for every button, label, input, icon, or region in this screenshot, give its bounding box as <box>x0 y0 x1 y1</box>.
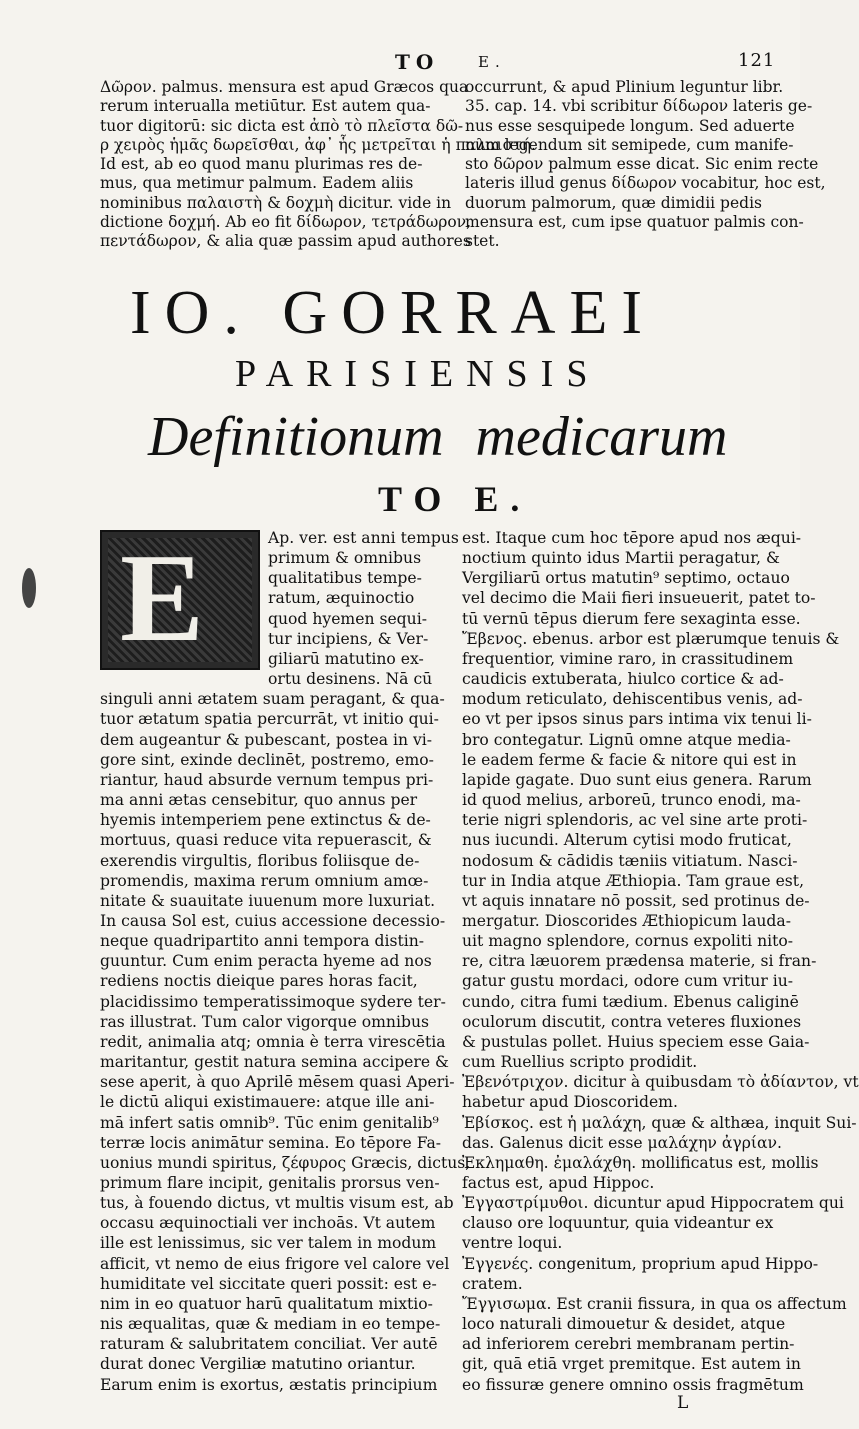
text-line: Ap. ver. est anni tempus <box>268 529 459 547</box>
text-line: mergatur. Dioscorides Æthiopicum lauda- <box>462 911 791 930</box>
text-line: primum flare incipit, genitalis prorsus ven- <box>100 1174 440 1192</box>
right-column <box>462 528 859 1395</box>
text-line: tuor digitorū: sic dicta est ἀπὸ τὸ πλεῖστα δῶ- <box>100 116 464 135</box>
text-line: clauso ore loquuntur, quia videantur ex <box>462 1214 774 1233</box>
title-author: IO. GORRAEI <box>130 279 656 347</box>
text-line: noctium quinto idus Martii peragatur, & <box>462 549 780 568</box>
initial-letter: E <box>120 529 205 668</box>
text-line: oculorum discutit, contra veteres fluxiones <box>462 1012 802 1031</box>
text-line: singuli anni ætatem suam peragant, & qua- <box>100 690 445 709</box>
text-line: lateris illud genus δίδωρον vocabitur, hoc est, <box>465 174 826 193</box>
text-line: ras illustrat. Tum calor vigorque omnibus <box>100 1012 429 1031</box>
text-line: das. Galenus dicit esse μαλάχην ἀγρίαν. <box>462 1133 782 1152</box>
text-line: terie nigri splendoris, ac vel sine arte proti- <box>462 811 808 830</box>
text-line: nim in eo quatuor harū qualitatum mixtio- <box>100 1294 433 1313</box>
text-line: dictione δοχμή. Ab eo fit δίδωρον, τετράδωρον, <box>100 213 472 232</box>
text-line: eo vt per ipsos sinus pars intima vix tenui li- <box>462 710 812 729</box>
text-line: dem augeantur & pubescant, postea in vi- <box>100 730 433 749</box>
text-line: primum & omnibus <box>268 549 422 568</box>
text-line: vel decimo die Maii fieri insueuerit, patet to- <box>462 589 816 608</box>
text-line: promendis, maxima rerum omnium amœ- <box>100 871 429 890</box>
text-line: gore sint, exinde declinēt, postremo, emo- <box>100 750 434 769</box>
text-line: mā infert satis omnib⁹. Tūc enim genitalib⁹ <box>100 1113 439 1132</box>
text-line: le dictū aliqui existimauere: atque ille ani- <box>100 1093 435 1112</box>
text-line: duorum palmorum, quæ dimidii pedis <box>465 193 762 212</box>
text-line: habetur apud Dioscoridem. <box>462 1093 678 1112</box>
ink-speck <box>22 568 36 608</box>
text-line: hyemis intemperiem pene extinctus & de- <box>100 811 431 830</box>
text-line: nus esse sesquipede longum. Sed aduerte <box>465 116 795 135</box>
text-line: Ἐβενότριχον. dicitur à quibusdam τὸ ἀδίαντον, vt <box>462 1073 859 1092</box>
text-line: nus iucundi. Alterum cytisi modo fruticat, <box>462 831 792 850</box>
text-line: riantur, haud absurde vernum tempus pri- <box>100 770 434 789</box>
text-line: tur incipiens, & Ver- <box>268 629 429 648</box>
text-line: tū vernū tēpus dierum fere sexaginta esse. <box>462 609 801 628</box>
text-line: ille est lenissimus, sic ver talem in modum <box>100 1234 437 1253</box>
text-line: Ἔγγισωμα. Est cranii fissura, in qua os affectum <box>462 1294 847 1313</box>
text-line: uit magno splendore, cornus expoliti nito- <box>462 932 794 951</box>
text-line: Earum enim is exortus, æstatis principium <box>100 1375 438 1394</box>
text-line: ρ χειρὸς ἡμᾶς δωρεῖσθαι, ἀφ᾽ ἧς μετρεῖται ἡ παλαιστή. <box>100 135 536 154</box>
text-line: qualitatibus tempe- <box>268 569 422 588</box>
running-head-left: TO <box>395 50 440 74</box>
text-line: mortuus, quasi reduce vita repuerascit, & <box>100 831 432 850</box>
text-line: In causa Sol est, cuius accessione decessio- <box>100 911 446 930</box>
text-line: maritantur, gestit natura semina accipere & <box>100 1053 449 1072</box>
text-line: eo fissuræ genere omnino ossis fragmētum <box>462 1375 804 1394</box>
running-head <box>0 50 800 74</box>
text-line: ortu desinens. Nā cū <box>268 670 433 689</box>
running-head-middle: E. <box>478 53 506 71</box>
top-right-column <box>465 78 826 252</box>
text-line: nitate & suauitate iuuenum more luxuriat. <box>100 891 436 910</box>
catchword: L <box>677 1393 689 1413</box>
text-line: vt aquis innatare nō possit, sed protinus de- <box>462 891 810 910</box>
text-line: modum reticulato, dehiscentibus venis, ad- <box>462 690 803 709</box>
text-line: durat donec Vergiliæ matutino oriantur. <box>100 1355 416 1374</box>
title-section: TO E. <box>378 479 532 519</box>
text-line: sto δῶρον palmum esse dicat. Sic enim recte <box>465 155 819 174</box>
text-line: πεντάδωρον, & alia quæ passim apud authores <box>100 232 471 251</box>
text-line: ad inferiorem cerebri membranam pertin- <box>462 1335 795 1354</box>
text-line: ma anni ætas censebitur, quo annus per <box>100 791 418 810</box>
text-line: & pustulas pollet. Huius speciem esse Gaia- <box>462 1032 810 1051</box>
text-line: est. Itaque cum hoc tēpore apud nos æqui- <box>462 529 802 547</box>
text-line: exerendis virgultis, floribus foliisque de- <box>100 851 420 870</box>
text-line: mus, qua metimur palmum. Eadem aliis <box>100 174 414 193</box>
text-line: cratem. <box>462 1274 523 1293</box>
text-line: Ἐγγαστρίμυθοι. dicuntur apud Hippocratem qui <box>462 1194 844 1213</box>
text-line: Vergiliarū ortus matutin⁹ septimo, octauo <box>462 569 790 588</box>
text-line: redit, animalia atq; omnia è terra virescētia <box>100 1032 446 1051</box>
text-line: tuor ætatum spatia percurrāt, vt initio qui- <box>100 710 439 729</box>
text-line: git, quā etiā vrget premitque. Est autem in <box>462 1355 801 1374</box>
text-line: Ἔβενος. ebenus. arbor est plærumque tenuis & <box>462 629 840 648</box>
text-line: quod hyemen sequi- <box>268 609 427 628</box>
text-line: Δῶρον. palmus. mensura est apud Græcos qua <box>100 78 469 96</box>
text-line: 35. cap. 14. vbi scribitur δίδωρον lateris ge- <box>465 97 813 116</box>
text-line: Ἐκλημαθη. ἐμαλάχθη. mollificatus est, mollis <box>462 1153 819 1172</box>
text-line: caudicis extuberata, hiulco cortice & ad- <box>462 670 784 689</box>
text-line: nodosum & cādidis tæniis vitiatum. Nasci- <box>462 851 798 870</box>
page-number: 121 <box>738 50 776 71</box>
text-line: nominibus παλαιστὴ & δοχμὴ dicitur. vide in <box>100 193 452 212</box>
text-line: cundo, citra fumi tædium. Ebenus caliginē <box>462 992 799 1011</box>
text-line: lapide gagate. Duo sunt eius genera. Rarum <box>462 770 812 789</box>
text-line: giliarū matutino ex- <box>268 649 424 668</box>
text-line: occasu æquinoctiali ver inchoās. Vt autem <box>100 1214 436 1233</box>
text-line: frequentior, vimine raro, in crassitudinem <box>462 649 794 668</box>
text-line: re, citra læuorem prædensa materie, si fran- <box>462 952 817 971</box>
text-line: rediens noctis dieique pares horas facit, <box>100 972 418 991</box>
text-line: placidissimo temperatissimoque sydere ter- <box>100 992 446 1011</box>
left-column <box>100 528 471 1395</box>
text-line: uonius mundi spiritus, ζέφυρος Græcis, dictus, <box>100 1153 471 1172</box>
text-line: mensura est, cum ipse quatuor palmis con- <box>465 213 804 232</box>
text-line: Ἐβίσκος. est ἡ μαλάχη, quæ & althæa, inquit Sui- <box>462 1113 857 1132</box>
text-line: neque quadripartito anni tempora distin- <box>100 932 425 951</box>
text-line: bro contegatur. Lignū omne atque media- <box>462 730 791 749</box>
text-line: id quod melius, arboreū, trunco enodi, ma- <box>462 791 801 810</box>
text-line: factus est, apud Hippoc. <box>462 1174 655 1192</box>
text-line: occurrunt, & apud Plinium leguntur libr. <box>465 78 784 96</box>
text-line: terræ locis animātur semina. Eo tēpore Fa- <box>100 1133 442 1152</box>
text-line: afficit, vt nemo de eius frigore vel calore vel <box>100 1254 450 1273</box>
text-line: loco naturali dimouetur & desidet, atque <box>462 1315 786 1334</box>
text-line: raturam & salubritatem conciliat. Ver autē <box>100 1335 438 1354</box>
text-line: ratum, æquinoctio <box>268 589 415 608</box>
text-line: cum Ruellius scripto prodidit. <box>462 1053 698 1072</box>
text-line: ventre loqui. <box>462 1234 563 1253</box>
text-line: num legendum sit semipede, cum manife- <box>465 135 794 154</box>
text-line: stet. <box>465 232 500 251</box>
text-line: tur in India atque Æthiopia. Tam graue est, <box>462 871 805 890</box>
text-line: le eadem ferme & facie & nitore qui est in <box>462 750 797 769</box>
text-line: sese aperit, à quo Aprilē mēsem quasi Aperi- <box>100 1073 455 1092</box>
text-line: gatur gustu mordaci, odore cum vritur iu- <box>462 972 794 991</box>
text-line: humiditate vel siccitate queri possit: est e- <box>100 1274 437 1293</box>
title-work: Definitionum medicarum <box>148 406 728 468</box>
text-line: rerum interualla metiūtur. Est autem qua- <box>100 97 431 116</box>
text-line: nis æqualitas, quæ & mediam in eo tempe- <box>100 1315 441 1334</box>
title-origin: PARISIENSIS <box>235 353 601 395</box>
text-line: guuntur. Cum enim peracta hyeme ad nos <box>100 952 432 971</box>
text-line: Id est, ab eo quod manu plurimas res de- <box>100 155 423 174</box>
text-line: tus, à fouendo dictus, vt multis visum est, ab <box>100 1194 454 1213</box>
text-line: Ἐγγενές. congenitum, proprium apud Hippo- <box>462 1254 819 1273</box>
